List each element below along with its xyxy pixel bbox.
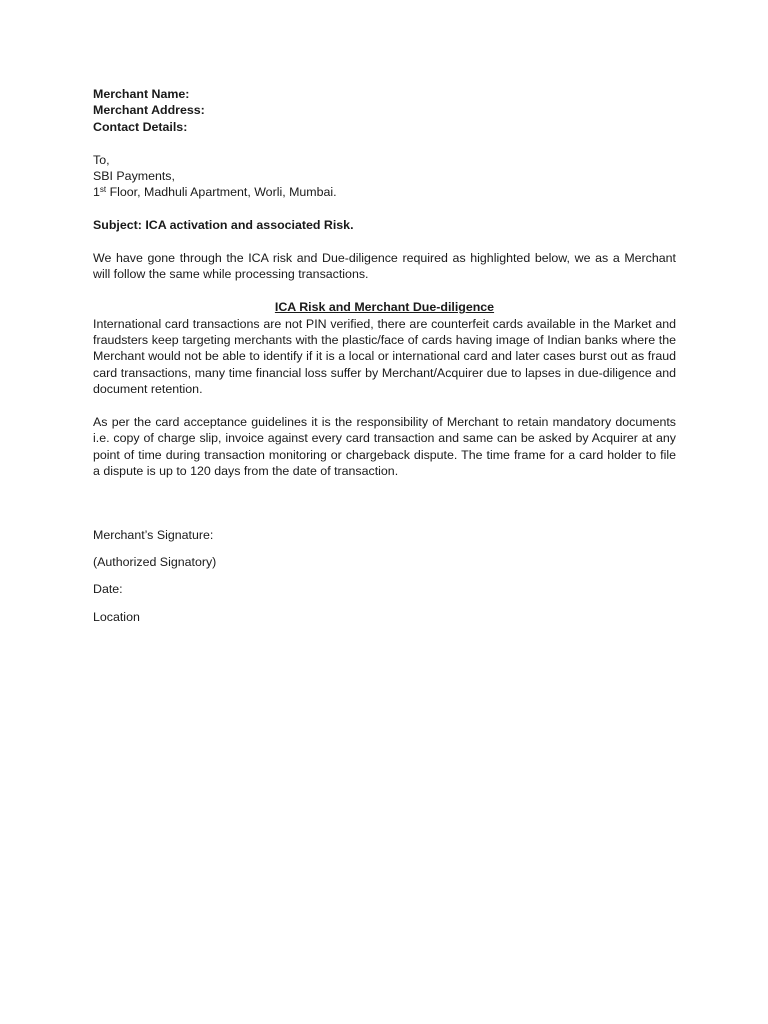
subject-text: ICA activation and associated Risk. (141, 218, 354, 233)
section-paragraph-2: As per the card acceptance guidelines it is the responsibility of Merchant to retain mandatory documents i.e. copy of charge slip, invoice against every card transaction and same can be asked by Acquirer at any point of time during transaction monitoring or chargeback dispute. The time frame for a card holder to file a dispute is up to 120 days from the date of transaction. (93, 415, 676, 479)
authorized-signatory-label: (Authorized Signatory) (93, 555, 217, 570)
spacer (93, 283, 676, 299)
recipient-to: To, (93, 152, 110, 167)
recipient-address (93, 184, 676, 200)
contact-details-label: Contact Details: (93, 119, 188, 134)
recipient-company: SBI Payments, (93, 169, 175, 184)
spacer (93, 201, 676, 217)
signature-block (93, 527, 676, 626)
intro-paragraph: We have gone through the ICA risk and Due-diligence required as highlighted below, we as a Merchant will follow the same while processing transactions. (93, 251, 676, 282)
merchant-address-label: Merchant Address: (93, 103, 205, 118)
merchant-signature-label: Merchant’s Signature: (93, 527, 214, 542)
section-paragraph-1: International card transactions are not PIN verified, there are counterfeit cards available in the Market and fraudsters keep targeting merchants with the plastic/face of cards having image of Indian banks where the Merchant would not be able to identify if it is a local or international card and later cases burst out as fraud card transactions, many time financial loss suffer by Merchant/Acquirer due to lapses in due-diligence and document retention. (93, 316, 676, 397)
letter-document (93, 86, 676, 636)
subject-label: Subject: (93, 218, 142, 233)
spacer (93, 234, 676, 250)
section-heading: ICA Risk and Merchant Due-diligence (274, 300, 495, 315)
subject-line (93, 217, 676, 233)
address-rest: Floor, Madhuli Apartment, Worli, Mumbai. (106, 185, 337, 200)
spacer (93, 398, 676, 414)
date-label: Date: (93, 582, 123, 597)
spacer (93, 135, 676, 151)
merchant-name-label: Merchant Name: (93, 87, 190, 101)
address-floor-number: 1 (93, 185, 100, 200)
location-label: Location (93, 609, 140, 624)
address-floor-suffix: st (99, 185, 107, 195)
